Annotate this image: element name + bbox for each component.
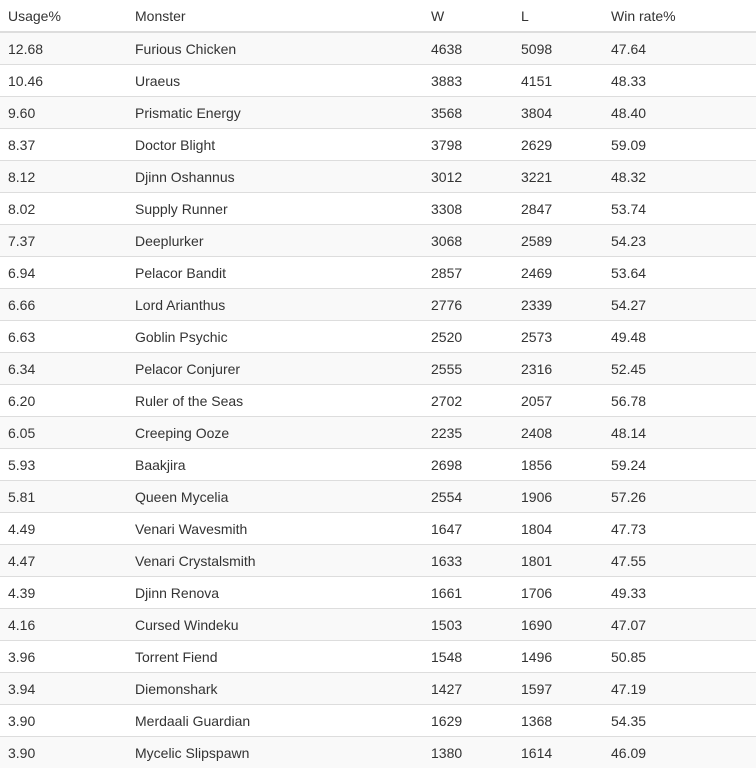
column-header-wins[interactable]: W (423, 0, 513, 32)
cell-losses: 5098 (513, 32, 603, 65)
table-row (0, 385, 756, 417)
cell-losses: 1804 (513, 513, 603, 545)
cell-winrate: 54.23 (603, 225, 756, 257)
cell-wins: 2235 (423, 417, 513, 449)
cell-monster: Pelacor Conjurer (126, 353, 423, 385)
table-row (0, 289, 756, 321)
cell-usage: 4.39 (0, 577, 126, 609)
cell-monster: Venari Crystalsmith (126, 545, 423, 577)
cell-monster: Furious Chicken (126, 32, 423, 65)
cell-winrate: 48.14 (603, 417, 756, 449)
cell-losses: 2408 (513, 417, 603, 449)
table-row (0, 193, 756, 225)
cell-monster: Djinn Renova (126, 577, 423, 609)
cell-winrate: 47.07 (603, 609, 756, 641)
table-row (0, 32, 756, 65)
cell-monster: Lord Arianthus (126, 289, 423, 321)
table-row (0, 609, 756, 641)
cell-monster: Uraeus (126, 65, 423, 97)
table-row (0, 353, 756, 385)
cell-monster: Goblin Psychic (126, 321, 423, 353)
table-row (0, 577, 756, 609)
cell-usage: 6.63 (0, 321, 126, 353)
cell-winrate: 47.73 (603, 513, 756, 545)
cell-wins: 2702 (423, 385, 513, 417)
column-header-usage[interactable]: Usage% (0, 0, 126, 32)
cell-wins: 2520 (423, 321, 513, 353)
cell-winrate: 59.24 (603, 449, 756, 481)
table-header (0, 0, 756, 32)
cell-losses: 1690 (513, 609, 603, 641)
cell-losses: 1801 (513, 545, 603, 577)
table-row (0, 545, 756, 577)
table-row (0, 641, 756, 673)
cell-usage: 4.49 (0, 513, 126, 545)
table-row (0, 673, 756, 705)
cell-monster: Queen Mycelia (126, 481, 423, 513)
cell-winrate: 59.09 (603, 129, 756, 161)
cell-losses: 1706 (513, 577, 603, 609)
cell-winrate: 52.45 (603, 353, 756, 385)
cell-usage: 6.34 (0, 353, 126, 385)
cell-winrate: 47.55 (603, 545, 756, 577)
cell-winrate: 57.26 (603, 481, 756, 513)
cell-wins: 1427 (423, 673, 513, 705)
table-body (0, 32, 756, 768)
cell-wins: 4638 (423, 32, 513, 65)
cell-losses: 1856 (513, 449, 603, 481)
cell-winrate: 56.78 (603, 385, 756, 417)
cell-losses: 1368 (513, 705, 603, 737)
cell-usage: 3.94 (0, 673, 126, 705)
cell-wins: 2776 (423, 289, 513, 321)
cell-losses: 2057 (513, 385, 603, 417)
cell-monster: Cursed Windeku (126, 609, 423, 641)
cell-wins: 1633 (423, 545, 513, 577)
cell-losses: 2469 (513, 257, 603, 289)
cell-usage: 5.93 (0, 449, 126, 481)
table-row (0, 65, 756, 97)
cell-losses: 2629 (513, 129, 603, 161)
cell-losses: 2573 (513, 321, 603, 353)
cell-wins: 3068 (423, 225, 513, 257)
cell-wins: 1661 (423, 577, 513, 609)
table-row (0, 257, 756, 289)
cell-winrate: 49.48 (603, 321, 756, 353)
cell-wins: 3883 (423, 65, 513, 97)
cell-usage: 3.96 (0, 641, 126, 673)
table-row (0, 225, 756, 257)
column-header-monster[interactable]: Monster (126, 0, 423, 32)
cell-wins: 2698 (423, 449, 513, 481)
cell-wins: 1380 (423, 737, 513, 769)
cell-winrate: 49.33 (603, 577, 756, 609)
header-row (0, 0, 756, 32)
cell-monster: Djinn Oshannus (126, 161, 423, 193)
cell-monster: Venari Wavesmith (126, 513, 423, 545)
cell-wins: 1548 (423, 641, 513, 673)
cell-wins: 3308 (423, 193, 513, 225)
table-row (0, 417, 756, 449)
table-row (0, 513, 756, 545)
cell-winrate: 50.85 (603, 641, 756, 673)
cell-wins: 2554 (423, 481, 513, 513)
cell-winrate: 53.64 (603, 257, 756, 289)
cell-wins: 3012 (423, 161, 513, 193)
cell-usage: 6.20 (0, 385, 126, 417)
cell-losses: 1614 (513, 737, 603, 769)
cell-usage: 4.47 (0, 545, 126, 577)
cell-losses: 2589 (513, 225, 603, 257)
cell-usage: 10.46 (0, 65, 126, 97)
table-row (0, 97, 756, 129)
cell-winrate: 48.32 (603, 161, 756, 193)
cell-winrate: 54.27 (603, 289, 756, 321)
cell-usage: 3.90 (0, 705, 126, 737)
cell-usage: 9.60 (0, 97, 126, 129)
cell-winrate: 53.74 (603, 193, 756, 225)
cell-monster: Deeplurker (126, 225, 423, 257)
cell-usage: 8.02 (0, 193, 126, 225)
cell-wins: 3568 (423, 97, 513, 129)
cell-losses: 4151 (513, 65, 603, 97)
cell-usage: 12.68 (0, 32, 126, 65)
cell-monster: Prismatic Energy (126, 97, 423, 129)
column-header-winrate[interactable]: Win rate% (603, 0, 756, 32)
cell-losses: 3804 (513, 97, 603, 129)
cell-losses: 1906 (513, 481, 603, 513)
cell-usage: 6.05 (0, 417, 126, 449)
cell-usage: 6.66 (0, 289, 126, 321)
cell-losses: 1496 (513, 641, 603, 673)
cell-losses: 2316 (513, 353, 603, 385)
cell-wins: 3798 (423, 129, 513, 161)
cell-usage: 4.16 (0, 609, 126, 641)
table-row (0, 161, 756, 193)
cell-usage: 7.37 (0, 225, 126, 257)
cell-usage: 3.90 (0, 737, 126, 769)
cell-wins: 1503 (423, 609, 513, 641)
cell-losses: 2847 (513, 193, 603, 225)
cell-monster: Mycelic Slipspawn (126, 737, 423, 769)
table-row (0, 705, 756, 737)
cell-winrate: 48.40 (603, 97, 756, 129)
cell-usage: 6.94 (0, 257, 126, 289)
table-row (0, 321, 756, 353)
cell-wins: 2857 (423, 257, 513, 289)
table-row (0, 481, 756, 513)
cell-usage: 8.37 (0, 129, 126, 161)
cell-wins: 1647 (423, 513, 513, 545)
cell-monster: Pelacor Bandit (126, 257, 423, 289)
column-header-losses[interactable]: L (513, 0, 603, 32)
cell-wins: 1629 (423, 705, 513, 737)
cell-monster: Merdaali Guardian (126, 705, 423, 737)
cell-winrate: 46.09 (603, 737, 756, 769)
cell-monster: Doctor Blight (126, 129, 423, 161)
cell-winrate: 47.64 (603, 32, 756, 65)
cell-wins: 2555 (423, 353, 513, 385)
cell-monster: Torrent Fiend (126, 641, 423, 673)
table-row (0, 737, 756, 769)
cell-usage: 5.81 (0, 481, 126, 513)
cell-winrate: 47.19 (603, 673, 756, 705)
cell-losses: 1597 (513, 673, 603, 705)
cell-winrate: 48.33 (603, 65, 756, 97)
table-row (0, 449, 756, 481)
cell-winrate: 54.35 (603, 705, 756, 737)
cell-monster: Baakjira (126, 449, 423, 481)
cell-usage: 8.12 (0, 161, 126, 193)
cell-monster: Ruler of the Seas (126, 385, 423, 417)
cell-monster: Diemonshark (126, 673, 423, 705)
cell-monster: Supply Runner (126, 193, 423, 225)
cell-losses: 3221 (513, 161, 603, 193)
table-row (0, 129, 756, 161)
cell-losses: 2339 (513, 289, 603, 321)
cell-monster: Creeping Ooze (126, 417, 423, 449)
